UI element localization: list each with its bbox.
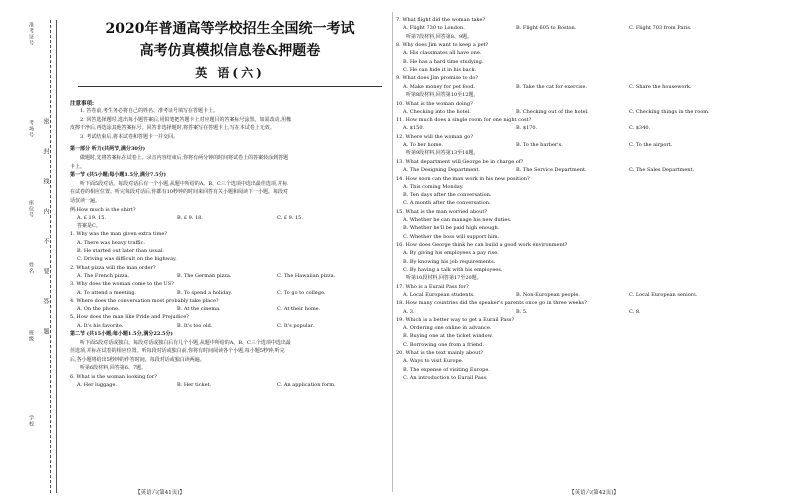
instruction-line: 话仅读一遍。 [70,197,101,204]
notice-body [70,107,390,141]
option: B. By knowing his job requirements. [403,258,496,265]
example-option-b: B. £ 9. 18. [177,214,203,221]
question-options [70,305,390,313]
example-option-c: C. £ 9. 15. [277,214,303,221]
part1-intro-cont: 卡上。 [70,163,86,170]
notice-line: 3. 考试结束后,将本试卷和答题卡一并交回。 [80,133,178,140]
option: A. 3. [403,308,415,315]
binding-field-label: 学校 [28,415,34,427]
example-answer: 答案是C。 [77,223,101,230]
option: B. At the cinema. [177,306,221,313]
notice-line: 皮擦干净后,再选涂其他答案标号。回答非选择题时,将答案写在答题卡上,写在本试卷上无效。 [70,125,275,132]
option: B. He has a hard time studying. [403,58,484,65]
instruction-line: 在试卷的相应位置。听完每段对话后,你都有10秒钟的时间来回答有关小题和阅读下一小题。每段对 [70,189,288,196]
example-question: 例:How much is the shirt? [70,206,136,213]
option: B. Flight 605 to Boston. [516,25,577,32]
page-footer-right: 【英语六(第42页)】 [569,490,619,496]
option: C. It's popular. [277,322,314,329]
question-stem: 18. How many countries did the speaker's parents once go in three weeks? [396,300,587,307]
option: A. Ways to visit Europe. [403,358,464,365]
seal-character: 不 [42,238,49,244]
seal-character: 密 [42,118,49,124]
question-stem: 5. How does the man like Pride and Prejudice? [70,314,189,321]
question-stem: 12. Where will the woman go? [396,133,473,140]
instruction-line: 佳选项,并标在试卷的相应位置。听每段对话或独白前,你将有时间阅读各个小题,每小题5秒钟;听完 [70,348,285,355]
question-6: 6. What is the woman looking for? [70,373,157,380]
option: A. Flight 730 to London. [403,25,465,32]
option: C. The Hawaiian pizza. [277,272,336,279]
material-note: 听第9段材料,回答第13至16题。 [406,150,479,157]
option: B. Ten days after the conversation. [403,192,492,199]
seal-character: 题 [42,328,49,334]
question-stem: 3. Why does the woman come to the US? [70,281,174,288]
column-divider [392,12,393,492]
binding-field-label: 座位号 [28,200,34,218]
option: C. 8. [629,308,641,315]
question-stem: 7. What flight did the woman take? [396,17,486,23]
option: B. 5. [516,308,528,315]
option: A. By giving his employees a pay rise. [403,250,499,257]
instruction-line: 听下面5段对话。每段对话后有一个小题,从题中所给的A、B、C三个选项中选出最佳选项,并标 [80,180,288,187]
option: C. By having a talk with his employees. [403,266,503,273]
option: A. Make money for pet food. [403,83,476,90]
option: C. The Sales Department. [629,167,695,174]
questions-7-20 [396,16,792,382]
right-column [396,16,792,492]
option: A. Local European students. [403,291,475,298]
page-footer-left: 【英语六(第41页)】 [135,490,185,496]
question-stem: 15. What is the man worried about? [396,208,488,215]
option: A. To her home. [403,142,444,149]
question-options [396,24,792,32]
option: C. At their home. [277,306,321,313]
option: A. Checking into the hotel. [403,108,471,115]
seal-character: 要 [42,268,49,274]
section2-instructions [70,339,390,365]
option: A. This coming Monday. [403,183,464,190]
option: B. To the barber's. [516,142,563,149]
exam-subtitle: 高考仿真模拟信息卷&押题卷 [139,43,321,59]
question-stem: 2. What pizza will the man order? [70,264,156,271]
binding-field-label: 考场号 [28,120,34,138]
questions-1-5 [70,230,390,330]
binding-field-label: 姓名 [28,262,34,274]
option: A. It's his favorite. [77,322,124,329]
question-stem: 10. What is the woman doing? [396,100,473,107]
option: A. There was heavy traffic. [77,239,145,246]
section2-heading: 第二节 (共15小题;每小题1.5分,满分22.5分) [70,330,173,337]
option-b: B. Her ticket. [177,382,212,389]
question-stem: 19. Which is a better way to get a Eurail Pass? [396,316,515,323]
option: B. $170. [516,125,538,132]
subject-title: 英 语(六) [195,66,265,80]
binding-field-label: 班级 [28,330,34,342]
section1-instructions [70,180,390,206]
option: C. He can hide it in his back. [403,67,477,74]
option: B. The expense of visiting Europe. [403,366,490,373]
option: C. A month after the conversation. [403,200,491,207]
seal-character: 内 [42,208,49,214]
option: B. Whether he'll be paid high enough. [403,225,500,232]
question-stem: 17. Who is a Eurail Pass for? [396,283,469,290]
binding-field-label: 准考证号 [28,22,34,46]
notice-line: 1. 答卷前,考生务必将自己的姓名、准考证号填写在答题卡上。 [80,108,218,114]
question-options [396,108,792,116]
notice-heading: 注意事项: [70,101,95,107]
option: B. Buying one at the ticket window. [403,333,493,340]
question-options [396,291,792,299]
instruction-line: 听下面5段对话或独白。每段对话或独白后有几个小题,从题中所给的A、B、C三个选项中选出最 [80,339,291,346]
option: B. The German pizza. [177,272,232,279]
example-option-a: A. £ 19. 15. [77,214,107,221]
option: B. The Service Department. [516,167,587,174]
option: A. On the phone. [77,306,120,313]
title-separator [78,86,382,87]
option: B. Take the cat for exercise. [516,83,587,90]
example-options [70,214,390,222]
question-options [396,124,792,132]
material-note: 听第10段材料,回答第17至20题。 [406,275,482,282]
question-options [70,289,390,297]
question-6-options [70,381,390,389]
option-c: C. An application form. [277,382,336,389]
exam-title: 2020年普通高等学校招生全国统一考试 [105,21,355,37]
question-stem: 13. What department will George be in charge of? [396,158,524,165]
question-options [396,141,792,149]
question-stem: 14. How soon can the man work in his new position? [396,175,530,182]
notice-line: 2. 回答选择题时,选出每小题答案后,用铅笔把答题卡上对应题目的答案标号涂黑。如需改动,用橡 [80,116,292,123]
section1-heading: 第一节 (共5小题;每小题1.5分,满分7.5分) [70,172,166,179]
option: C. To the airport. [629,142,673,149]
binding-margin [0,0,64,503]
option: C. $340. [629,125,651,132]
option: C. To go to college. [277,289,326,296]
solid-border-line [56,20,57,493]
material-note: 听第7段材料,回答第8、9题。 [406,33,473,40]
option: A. $150. [403,125,425,132]
question-stem: 11. How much does a single room for one night cost? [396,117,532,124]
option: A. To attend a meeting. [77,289,137,296]
question-stem: 16. How does George think he can build a good work environment? [396,241,568,248]
option: B. To spend a holiday. [177,289,233,296]
option: A. Whether he can manage his new duties. [403,217,512,224]
option: C. Driving was difficult on the highway. [77,256,177,263]
option: A. Ordering one online in advance. [403,325,492,332]
seal-character: 答 [42,298,49,304]
question-options [396,308,792,316]
option: C. Flight 703 from Paris. [629,25,692,32]
question-options [70,322,390,330]
option-a: A. Her luggage. [77,382,118,389]
question-options [396,83,792,91]
option: C. Checking things in the room. [629,108,710,115]
question-stem: 9. What does Jim promise to do? [396,75,479,82]
option: A. His classmates all have one. [403,50,482,57]
option: C. Local European seniors. [629,291,698,298]
left-column [70,10,390,490]
part1-heading: 第一部分 听力(共两节,满分30分) [70,146,146,153]
option: B. It's too old. [177,322,213,329]
question-stem: 1. Why was the man given extra time? [70,231,167,238]
question-stem: 4. Where does the conversation most probably take place? [70,297,219,304]
option: B. Checking out of the hotel. [516,108,589,115]
question-options [70,272,390,280]
seal-character: 线 [42,178,49,184]
material-note: 听第8段材料,回答第10至12题。 [406,91,479,98]
option: C. Share the housework. [629,83,692,90]
option: C. Whether the boss will support him. [403,233,500,240]
question-stem: 8. Why does Jim want to keep a pet? [396,42,489,49]
option: A. The French pizza. [77,272,130,279]
material-note: 听第6段材料,回答第6、7题。 [80,365,147,372]
question-options [396,166,792,174]
option: C. An introduction to Eurail Pass. [403,374,488,381]
instruction-line: 后,各小题将给出5秒钟的作答时间。每段对话或独白读两遍。 [70,356,205,363]
question-stem: 20. What is the text mainly about? [396,350,484,357]
option: B. He started out later than usual. [77,248,165,255]
option: B. Non-European people. [516,291,580,298]
option: A. The Designing Department. [403,167,481,174]
option: C. Borrowing one from a friend. [403,341,484,348]
part1-intro: 做题时,先将答案标在试卷上。录音内容结束后,你将有两分钟的时间将试卷上的答案转涂到答题 [80,154,289,161]
dashed-cut-line [50,20,51,493]
seal-character: 封 [42,148,49,154]
